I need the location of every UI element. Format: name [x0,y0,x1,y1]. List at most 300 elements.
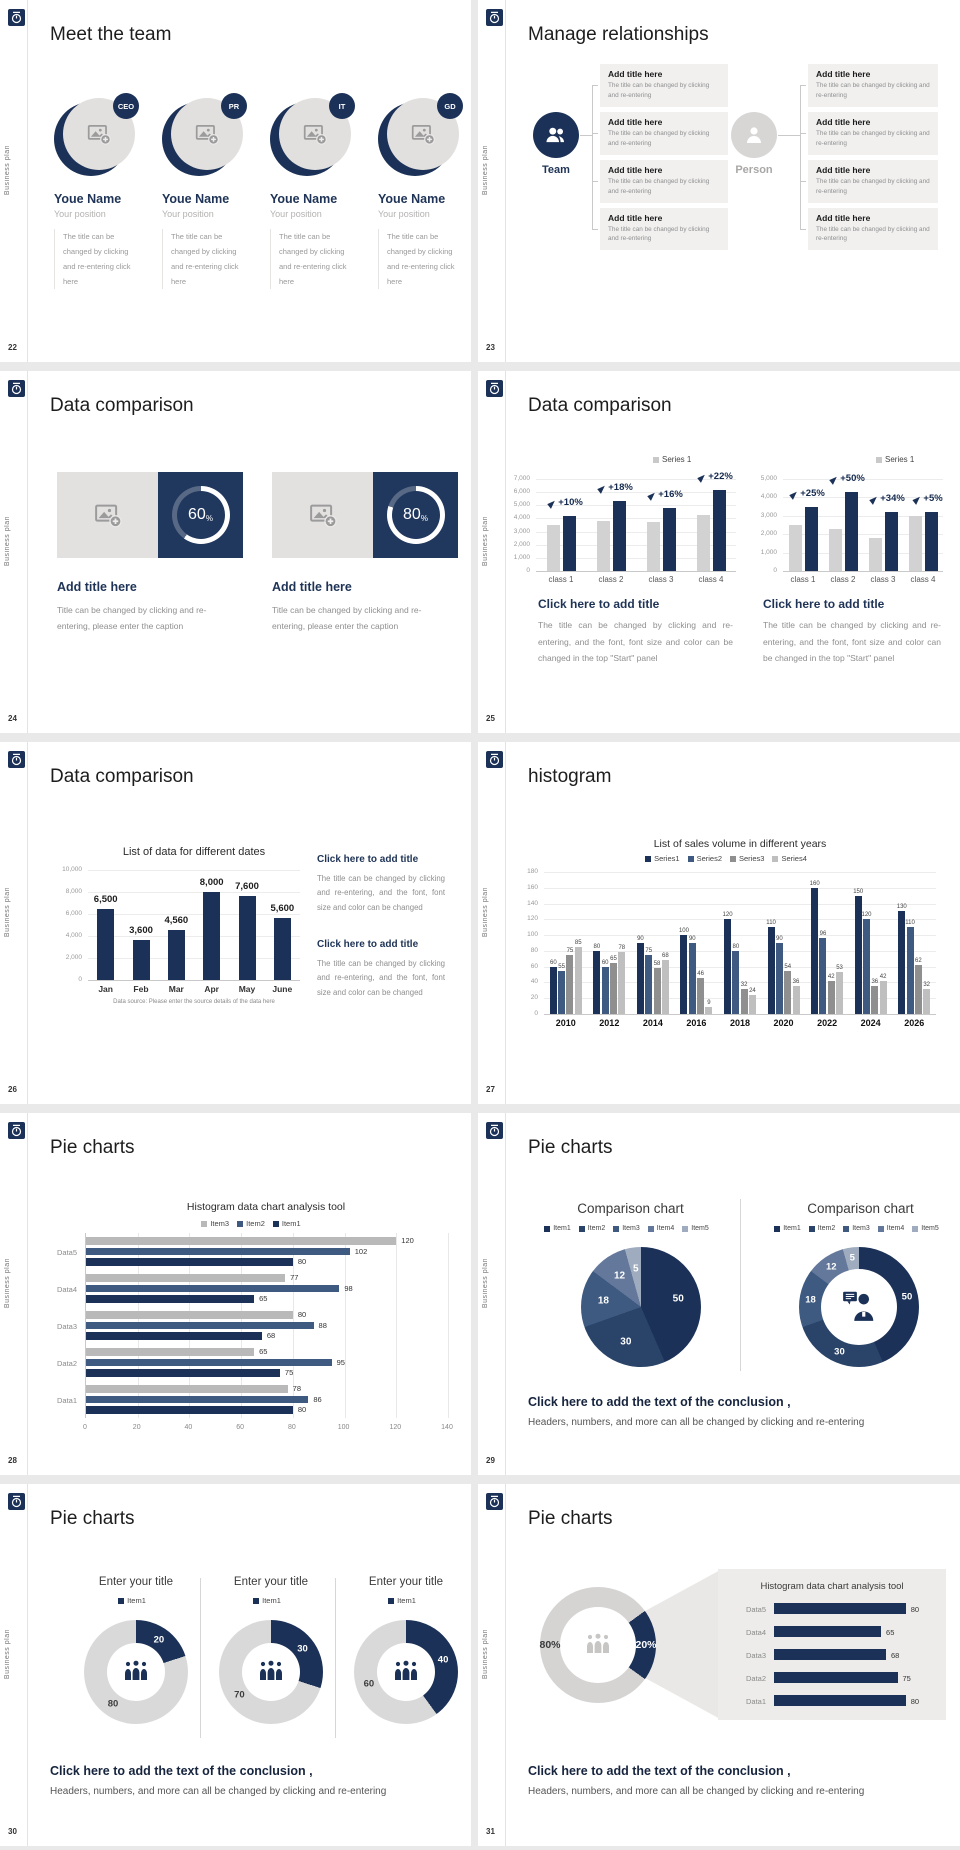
member-description: The title can be changed by clicking and re-entering click here [162,229,244,289]
bar-value-label: 110 [905,920,915,927]
legend-swatch [253,1598,259,1604]
bar [774,1649,886,1660]
y-axis-label: 180 [527,868,538,875]
bar-value-label: 80 [297,1405,307,1415]
member-description: The title can be changed by clicking and re-entering click here [270,229,352,289]
connector-line [778,135,800,136]
y-axis-label: 4,000 [513,514,530,522]
growth-annotation [598,482,633,493]
percent-sign: % [205,514,213,523]
bar [925,512,938,571]
slide-23[interactable] [478,0,960,362]
x-axis-label: class 4 [698,575,724,584]
member-position: Your position [54,209,106,219]
block-body: The title can be changed by clicking and re-entering, and the font, font size and color can be changed in the top "Start" panel [538,620,733,664]
y-axis-label: 2,000 [65,954,82,961]
chart-title: Enter your title [98,1576,174,1588]
slice-label: 18 [597,1295,609,1307]
bar [86,1285,339,1293]
legend-label: Item2 [587,1225,606,1232]
bar-value-label: 6,500 [93,893,118,905]
bar-chart [50,846,310,1011]
legend-label: Item5 [921,1225,939,1232]
bar-value-label: 77 [290,1272,299,1282]
bar [789,525,802,571]
sidebar-divider [27,0,28,362]
team-group-icon [393,1658,419,1682]
growth-annotation [830,473,865,484]
x-axis-label: class 1 [548,575,574,584]
x-axis-label: June [272,984,293,994]
relationship-box [600,208,728,251]
sidebar-divider [505,742,506,1104]
bar-value-label: 5,600 [270,903,295,915]
team-group-icon [258,1658,284,1687]
chart-panel [718,1569,946,1720]
y-axis-label: 80 [530,946,538,954]
slide-27[interactable] [478,742,960,1104]
bar [86,1385,288,1393]
progress-ring [172,486,230,544]
member-position: Your position [162,209,214,219]
x-axis-label: 2010 [555,1018,576,1028]
member-position: Your position [270,209,322,219]
team-group-icon [585,1631,611,1655]
x-axis-label: 60 [236,1424,245,1431]
bar-value-label: 100 [678,928,689,935]
gridline [396,1233,397,1418]
y-axis-label: 4,000 [65,932,82,939]
legend-item [544,1225,571,1232]
bar-value-label: 68 [891,1651,900,1660]
legend-label: Item1 [262,1596,281,1605]
bar-value-label: 80 [593,943,601,950]
slide-number: 25 [486,714,495,723]
legend-swatch [613,1226,619,1232]
legend-item [682,1225,709,1232]
percent-sign: % [420,514,428,523]
growth-annotation [913,493,942,504]
y-axis-label: 4,000 [760,493,777,501]
bar [86,1359,332,1367]
card-caption: Title can be changed by clicking and re-entering, please enter the caption [272,605,422,632]
y-axis-label: 2,000 [513,540,530,548]
y-axis-label: 7,000 [513,475,530,482]
bar [86,1332,262,1340]
y-axis-label: 1,000 [760,548,777,556]
bar [774,1672,898,1683]
arrow-dart-icon [647,491,657,501]
percent-panel [158,472,243,558]
bar-value-label: 90 [688,936,696,942]
sidebar-divider [27,371,28,733]
section-divider [335,1578,336,1738]
chart-plot [783,472,943,572]
bar [550,967,557,1014]
sidebar-vertical-text: Business plan [4,1628,11,1679]
role-badge: GD [437,93,463,119]
slide-number: 29 [486,1456,495,1465]
connector-line [592,85,598,86]
role-badge: CEO [113,93,139,119]
connector-line [592,133,598,134]
bar [86,1406,293,1414]
bar-value-label: 75 [902,1674,911,1683]
data-source-note: Data source: Please enter the source details of the data here [113,999,275,1005]
legend-item [843,1225,870,1232]
box-body: The title can be changed by clicking and re-entering [816,82,930,99]
x-axis-label: 0 [83,1424,87,1431]
chart-legend [763,1225,958,1232]
progress-ring [387,486,445,544]
bar-value-label: 78 [292,1383,302,1393]
y-axis-label: 40 [530,978,538,986]
category-label: Data2 [56,1358,77,1368]
bar [909,516,922,571]
sidebar-divider [505,1113,506,1475]
slide-title: Data comparison [50,395,194,416]
legend-label: Series3 [739,854,765,863]
bar-value-label: 75 [284,1368,294,1378]
person-icon [731,112,777,158]
legend-swatch [579,1226,585,1232]
y-axis-label: 0 [78,976,82,983]
sidebar-vertical-text: Business plan [482,1257,489,1308]
slide-25[interactable] [478,371,960,733]
y-axis-label: 0 [534,1010,538,1017]
sidebar-divider [27,1484,28,1846]
chart-title: Enter your title [368,1576,444,1588]
box-body: The title can be changed by clicking and re-entering [816,177,930,195]
bar [602,967,609,1014]
card-media [272,472,458,558]
box-body: The title can be changed by clicking and re-entering [608,225,710,243]
x-axis-label: 2022 [817,1018,838,1028]
bar-value-label: 90 [776,936,783,942]
member-name: Youe Name [270,192,338,206]
bar [566,955,573,1014]
box-body: The title can be changed by clicking and re-entering [608,82,710,99]
bar-value-label: 46 [697,970,704,977]
legend-item [118,1596,146,1605]
team-title-boxes [600,64,728,255]
image-placeholder [272,472,373,558]
donut-hole [821,1269,897,1345]
bar [689,943,696,1014]
bar-value-label: 65 [886,1628,895,1637]
bar-value-label: 42 [827,973,835,980]
bar [663,508,676,571]
bar [845,492,858,571]
image-placeholder-icon [194,121,220,147]
legend-swatch [118,1598,124,1604]
arrow-dart-icon [597,485,607,495]
bar-value-label: 80 [297,1257,307,1267]
legend-item [648,1225,675,1232]
comparison-card [272,472,458,634]
sidebar-vertical-text: Business plan [482,1628,489,1679]
bar-value-label: 4,560 [164,914,189,926]
avatar [378,96,460,180]
legend-label: Item5 [691,1225,709,1232]
slide-title: Pie charts [528,1137,613,1158]
box-title: Add title here [816,164,871,175]
bar [863,919,870,1014]
legend-label: Item3 [622,1225,640,1232]
bar-value-label: 65 [259,1346,268,1356]
bar [86,1274,285,1282]
sidebar-vertical-text: Business plan [4,144,11,195]
team-group-icon [393,1658,419,1687]
logo-icon [486,751,503,768]
legend-swatch [544,1226,550,1232]
bar [647,522,660,571]
x-axis-label: 40 [184,1424,193,1431]
x-axis-label: 2020 [773,1018,794,1028]
bar [547,525,560,571]
legend-item [809,1225,836,1232]
sidebar-vertical-text: Business plan [482,886,489,937]
sidebar-vertical-text: Business plan [4,515,11,566]
conclusion-heading: Click here to add the text of the conclusion , [528,1395,791,1409]
bar-value-label: 120 [861,912,872,919]
x-axis-label: class 2 [598,575,624,584]
legend-item [774,1225,801,1232]
chart-title: Histogram data chart analysis tool [186,1201,346,1213]
slide-30[interactable] [0,1484,471,1846]
y-axis-label: 0 [526,567,530,574]
bar-value-label: 95 [336,1357,345,1367]
x-axis-label: 2026 [904,1018,925,1028]
x-axis-label: 2024 [860,1018,881,1028]
category-label: Data4 [745,1628,766,1637]
gridline [544,919,936,920]
block-body: The title can be changed by clicking and re-entering, and the font, font size and color can be changed in the top "Start" panel [763,620,941,664]
box-body: The title can be changed by clicking and re-entering [608,129,710,147]
logo-icon [486,1493,503,1510]
team-group-icon [258,1658,284,1682]
team-members [54,96,471,289]
connector-line [580,135,592,136]
gridline [544,935,936,936]
image-placeholder [57,472,158,558]
chart-legend [66,1596,206,1605]
slide-26[interactable] [0,742,471,1104]
legend-swatch [912,1226,918,1232]
growth-value: +25% [800,487,825,499]
bar [203,892,220,980]
relationship-box [808,160,938,203]
slide-title: histogram [528,766,612,787]
logo-icon [8,1122,25,1139]
slide-28[interactable] [0,1113,471,1475]
x-axis-label: class 2 [830,575,856,584]
bar-value-label: 58 [653,961,661,968]
growth-annotation [790,488,825,499]
legend-label: Item1 [783,1225,801,1232]
member-description: The title can be changed by clicking and re-entering click here [54,229,136,289]
ring-center [392,491,440,539]
gridline [536,492,736,493]
bar [793,986,800,1014]
box-title: Add title here [816,212,871,223]
bar [563,516,576,571]
growth-annotation [698,471,733,482]
grouped-bar-chart [753,471,948,596]
bar [915,965,922,1014]
growth-value: +50% [840,472,865,484]
bar [713,490,726,571]
bar-value-label: 9 [707,999,711,1006]
bar-value-label: 68 [266,1331,276,1341]
team-group-icon [123,1658,149,1682]
slice-label: 20% [635,1639,657,1651]
x-axis-label: class 4 [910,575,936,584]
gridline [448,1233,449,1418]
y-axis-label: 5,000 [513,501,530,509]
image-placeholder-icon [410,121,436,147]
growth-annotation [548,497,583,508]
bar-value-label: 80 [732,943,740,950]
y-axis-label: 20 [530,994,538,1002]
bar-value-label: 102 [354,1246,368,1256]
category-label: Data4 [56,1284,77,1294]
bar-value-label: 85 [574,939,582,946]
bar-value-label: 110 [766,920,776,927]
slice-label: 30 [620,1336,632,1348]
y-axis-label: 100 [527,931,538,939]
gridline [544,888,936,889]
sidebar-divider [505,0,506,362]
bar [86,1237,396,1245]
x-axis-label: 120 [389,1424,402,1431]
bar [86,1258,293,1266]
y-axis-label: 120 [527,915,538,923]
member-name: Youe Name [162,192,230,206]
percent-value: 60 [188,506,206,523]
member-position: Your position [378,209,430,219]
bar [697,978,704,1014]
slide-title: Pie charts [528,1508,613,1529]
sidebar-divider [27,742,28,1104]
y-axis-label: 160 [527,883,538,891]
category-label: Data2 [745,1674,766,1683]
bar [97,909,114,981]
bar [575,947,582,1014]
slide-number: 23 [486,343,495,352]
slice-label: 80% [539,1639,561,1651]
growth-value: +22% [708,470,733,482]
category-label: Data3 [56,1321,77,1331]
bar-value-label: 80 [297,1309,307,1319]
bar-value-label: 150 [853,888,864,895]
donut-chart [799,1247,919,1367]
chart-plot [88,870,300,981]
arrow-dart-icon [789,490,799,500]
category-label: Data3 [745,1651,766,1660]
chart-plot [544,872,936,1015]
bar [829,529,842,571]
sidebar-divider [505,1484,506,1846]
gridline [544,872,936,873]
slide-number: 24 [8,714,17,723]
legend-swatch [388,1598,394,1604]
slide-number: 30 [8,1827,17,1836]
bar [805,507,818,571]
bar [836,972,843,1014]
legend-label: Series1 [654,854,680,863]
growth-value: +5% [923,493,943,505]
donut-hole [560,1607,636,1683]
slice-label: 40 [437,1654,449,1666]
connector-line [800,133,806,134]
x-axis-label: 20 [132,1424,141,1431]
block-body: The title can be changed by clicking and re-entering, and the font, font size and color can be changed [317,874,445,912]
chart-legend [533,1225,728,1232]
y-axis-label: 140 [527,899,538,907]
slide-title: Manage relationships [528,24,709,45]
box-title: Add title here [608,116,663,127]
bar [923,989,930,1014]
bar [239,896,256,980]
slice-label: 50 [901,1291,913,1303]
bar-value-label: 86 [313,1394,322,1404]
slice-label: 30 [297,1643,308,1655]
legend-label: Series2 [696,854,722,863]
y-axis-label: 6,000 [65,910,82,917]
bar-value-label: 130 [896,904,907,911]
y-axis-label: 2,000 [760,530,777,538]
team-group-icon [123,1658,149,1687]
team-member [378,96,460,289]
legend-swatch [876,457,882,463]
relationship-box [600,160,728,203]
legend-item [613,1225,640,1232]
connector-line [800,181,806,182]
growth-value: +34% [880,493,905,505]
slide-29[interactable] [478,1113,960,1475]
slide-24[interactable] [0,371,471,733]
slice-label: 12 [825,1261,837,1273]
legend-label: Series 1 [662,455,692,464]
slice-label: 5 [633,1263,639,1275]
legend-swatch [878,1226,884,1232]
bar-value-label: 68 [661,953,669,960]
relationship-box [808,112,938,155]
block-heading: Click here to add title [317,939,419,950]
x-axis-label: May [238,984,256,994]
box-body: The title can be changed by clicking and re-entering [816,225,930,243]
bar-value-label: 80 [910,1697,920,1706]
bar-value-label: 88 [318,1320,327,1330]
bar-value-label: 160 [809,880,820,887]
bar-value-label: 60 [549,959,557,966]
donut-chart [84,1620,188,1724]
connector-line [592,229,598,230]
slide-31[interactable] [478,1484,960,1846]
businessman-icon [841,1289,877,1326]
gridline [88,870,300,871]
category-label: Data5 [745,1605,766,1614]
member-name: Youe Name [378,192,446,206]
slide-22[interactable] [0,0,471,362]
bar-value-label: 120 [722,912,733,919]
legend-label: Item3 [210,1219,230,1228]
connector-line [800,85,801,230]
bar [86,1248,350,1256]
y-axis-label: 8,000 [65,888,82,895]
donut-hole [377,1643,435,1701]
